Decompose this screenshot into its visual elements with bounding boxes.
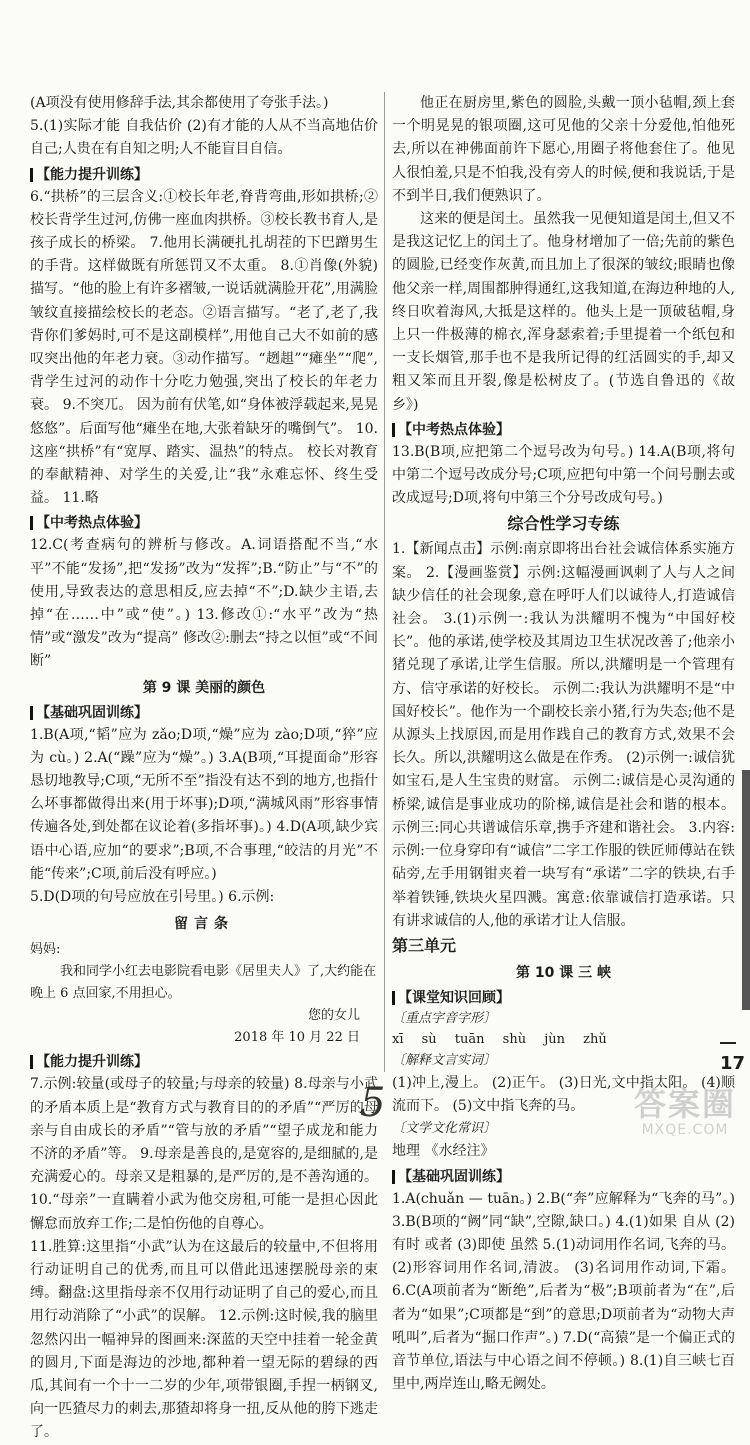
section-heading-review: 【课堂知识回顾】 [392, 988, 735, 1008]
handwritten-mark: 5 [360, 1080, 386, 1126]
heading-bar-icon [392, 991, 395, 1005]
lesson-title-10: 第 10 课 三 峡 [516, 964, 611, 981]
message-note [30, 909, 378, 1049]
answer-paragraph: 7.示例:较量(或母子的较量;与母亲的较量) 8.母亲与小武的矛盾本质上是“教育方式与教育目的的矛盾”“严厉的母亲与自由成长的矛盾”“管与放的矛盾”“望子成龙和能力不济的矛盾”等。 9.母亲是善良的,是宽容的,是细腻的,是充满爱心的。母亲又是粗暴的,是严厉的,是不善沟通的。 10.“母亲”一直瞒着小武为他交房租,可能一是担心因此懈怠而放弃工作;二是怕伤他的自尊心。 [30, 1076, 378, 1232]
watermark-url: MXQE.COM [641, 1122, 729, 1138]
answer-paragraph: 1.【新闻点击】示例:南京即将出台社会诚信体系实施方案。 2.【漫画鉴赏】示例:这幅漫画讽刺了人与人之间缺少信任的社会现象,意在呼吁人们以诚待人,打造诚信社会。 3.(1)示例一:我认为洪耀明不愧为“中国好校长”。他的承诺,使学校及其周边卫生状况改善了;他亲小猪兑现了承诺,让学生信服。所以,洪耀明是一个管理有方、信守承诺的好校长。 示例二:我认为洪耀明不是“中国好校长”。他作为一个副校长亲小猪,行为失态;他不是从源头上找原因,而是用作践自己的教育方式,效果不会长久。所以,洪耀明这么做是在作秀。 (2)示例一:诚信犹如宝石,是人生宝贵的财富。 示例二:诚信是心灵沟通的桥梁,诚信是事业成功的阶梯,诚信是社会和谐的根本。 示例三:同心共谱诚信乐章,携手齐建和谐社会。 3.内容:示例:一位身穿印有“诚信”二字工作服的铁匠师傅站在铁砧旁,左手用钢钳夹着一块写有“承诺”二字的铁块,右手举着铁锤,铁块火星四溅。寓意:依靠诚信打造承诺。只有讲求诚信的人,他的承诺才让人信服。 [392, 541, 735, 929]
page-edge-tab [742, 770, 750, 1010]
heading-bar-icon [30, 168, 33, 182]
note-body: 我和同学小红去电影院看电影《居里夫人》了,大约能在晚上 6 点回家,不用担心。 [30, 964, 377, 1002]
answer-paragraph: 12.C(考查病句的辨析与修改。A.词语搭配不当,“水平”不能“发扬”,把“发扬”改为“发挥”;B.“防止”与“不”的使用,导致表达的意思相反,应去掉“不”;D.缺少主语,去掉“在……中”或“使”。) 13.修改①:“水平”改为“热情”或“激发”改为“提高” 修改②:删去“持之以恒”或“不间断” [30, 537, 378, 670]
note-salutation: 妈妈: [30, 942, 61, 958]
section-heading-basic: 【基础巩固训练】 [392, 1167, 735, 1187]
left-column [30, 92, 378, 1445]
note-date: 2018 年 10 月 22 日 [234, 1030, 360, 1046]
watermark-logo [630, 1086, 740, 1138]
note-title: 留言条 [174, 916, 234, 933]
subheading-culture: 〔文学文化常识〕 [392, 1121, 497, 1137]
answer-paragraph: (1)冲上,漫上。 (2)正午。 (3)日光,文中指太阳。 (4)顺流而下。 (5)文中指飞奔的马。 [392, 1074, 735, 1115]
answer-paragraph: 这来的便是闰土。虽然我一见便知道是闰土,但又不是我这记忆上的闰土了。他身材增加了一倍;先前的紫色的圆脸,已经变作灰黄,而且加上了很深的皱纹;眼睛也像他父亲一样,周围都肿得通红,这我知道,在海边种地的人,终日吹着海风,大抵是这样的。他头上是一顶破毡帽,身上只一件极薄的棉衣,浑身瑟索着;手里提着一个纸包和一支长烟管,那手也不是我所记得的红活圆实的手,却又粗又笨而且开裂,像是松树皮了。(节选自鲁迅的《故乡》) [392, 211, 735, 413]
section-heading-hot: 【中考热点体验】 [392, 420, 735, 440]
note-signature: 您的女儿 [307, 1008, 360, 1024]
answer-paragraph: 1.A(chuǎn — tuān。) 2.B(“奔”应解释为“飞奔的马”。) 3.B(B项的“阙”同“缺”,空隙,缺口。) 4.(1)如果 自从 (2)有时 或者 (3)即使 虽然 5.(1)动词用作名词,飞奔的马。 (2)形容词用作名词,清波。 (3)名词用作动词,下霜。 6.C(A项前者为“断绝”,后者为“极”;B项前者为“在”,后者为“如果”;C项都是“到”的意思;D项前者为“动物大声吼叫”,后者为“掘口作声”。) 7.D(“高猿”是一个偏正式的音节单位,语法与中心语之间不停顿。) 8.(1)自三峡七百里中,两岸连山,略无阙处。 [392, 1190, 735, 1393]
heading-bar-icon [30, 516, 33, 530]
pinyin-answers: xī sù tuān shù jùn zhǔ [392, 1031, 607, 1047]
lesson-title-9: 第 9 课 美丽的颜色 [142, 679, 266, 696]
comprehensive-title: 综合性学习专练 [507, 514, 620, 534]
right-column [392, 92, 735, 1396]
answer-paragraph: (A项没有使用修辞手法,其余都使用了夸张手法。) [30, 95, 329, 111]
section-heading-basic: 【基础巩固训练】 [30, 703, 378, 723]
answer-paragraph: 5.(1)实际才能 自我估价 (2)有才能的人从不当高地估价自己;人贵在有自知之明;人不能盲目自信。 [30, 118, 378, 158]
page-number-dash [720, 1042, 736, 1044]
subheading-words: 〔解释文言实词〕 [392, 1052, 497, 1068]
answer-paragraph: 1.B(A项,“韬”应为 zǎo;D项,“燥”应为 zào;D项,“猝”应为 cù。) 2.A(“躁”应为“燥”。) 3.A(B项,“耳提面命”形容恳切地教导;C项,“无所不至”指没有达不到的地方,也指什么坏事都做得出来(用于坏事);D项,“满城风雨”形容事情传遍各处,到处都在议论着(多指坏事)。) 4.D(A项,缺少宾语中心语,应加“的要求”;B项,不合事理,“皎洁的月光”不能“传来”;C项,前后没有呼应。) [30, 726, 378, 882]
watermark-text: 答案圈 [633, 1085, 736, 1123]
heading-bar-icon [392, 423, 395, 437]
heading-bar-icon [30, 706, 33, 720]
answer-paragraph: 地理 《水经注》 [392, 1143, 495, 1160]
section-heading-ability: 【能力提升训练】 [30, 165, 378, 185]
heading-bar-icon [30, 1055, 33, 1069]
answer-paragraph: 他正在厨房里,紫色的圆脸,头戴一顶小毡帽,颈上套一个明晃晃的银项圈,这可见他的父亲十分爱他,怕他死去,所以在神佛面前许下愿心,用圈子将他套住了。他见人很怕羞,只是不怕我,没有旁人的时候,便和我说话,于是不到半日,我们便熟识了。 [392, 95, 735, 204]
answer-paragraph: 13.B(B项,应把第二个逗号改为句号。) 14.A(B项,将句中第二个逗号改成分号;C项,应把句中第一个问号删去或改成逗号;D项,将句中第三个分号改成句号。) [392, 443, 735, 507]
answer-paragraph: 5.D(D项的句号应放在引号里。) 6.示例: [30, 889, 275, 906]
page-number: 17 [720, 1032, 750, 1074]
subheading-characters: 〔重点字音字形〕 [392, 1010, 497, 1026]
answer-paragraph: 6.“拱桥”的三层含义:①校长年老,脊背弯曲,形如拱桥;②校长背学生过河,仿佛一座血肉拱桥。③校长教书育人,是孩子成长的桥梁。 7.他用长满硬扎扎胡茬的下巴蹭男生的手背。这样做既有所惩罚又不太重。 8.①肖像(外貌)描写。“他的脸上有许多褶皱,一说话就满脸开花”,用满脸皱纹直接描绘校长的老态。②语言描写。“老了,老了,我背你们爹妈时,可不是这副模样”,用他自己大不如前的感叹突出他的年老力衰。③动作描写。“趔趄”“瘫坐”“爬”,背学生过河的动作十分吃力勉强,突出了校长的年老力衰。 9.不突兀。 因为前有伏笔,如“身体被浮载起来,晃晃悠悠”。后面写他“瘫坐在地,大张着缺牙的嘴倒气”。 10.这座“拱桥”有“宽厚、踏实、温热”的特点。 校长对教育的奉献精神、对学生的关爱,让“我”永难忘怀、终生受益。 11.略 [30, 188, 378, 507]
unit-title: 第三单元 [392, 935, 457, 955]
column-divider [384, 92, 385, 1072]
answer-paragraph: 11.胜算:这里指“小武”认为在这最后的较量中,不但将用行动证明自己的优秀,而且可以借此迅速摆脱母亲的束缚。翻盘:这里指母亲不仅用行动证明了自己的爱心,而且用行动消除了“小武”的误解。 12.示例:这时候,我的脑里忽然闪出一幅神异的图画来:深蓝的天空中挂着一轮金黄的圆月,下面是海边的沙地,都种着一望无际的碧绿的西瓜,其间有一个十一二岁的少年,项带银圈,手捏一柄钢叉,向一匹猹尽力的刺去,那猹却将身一扭,反从他的胯下逃走了。 [30, 1238, 378, 1441]
heading-bar-icon [392, 1170, 395, 1184]
section-heading-hot: 【中考热点体验】 [30, 513, 378, 533]
section-heading-ability-2: 【能力提升训练】 [30, 1052, 378, 1072]
